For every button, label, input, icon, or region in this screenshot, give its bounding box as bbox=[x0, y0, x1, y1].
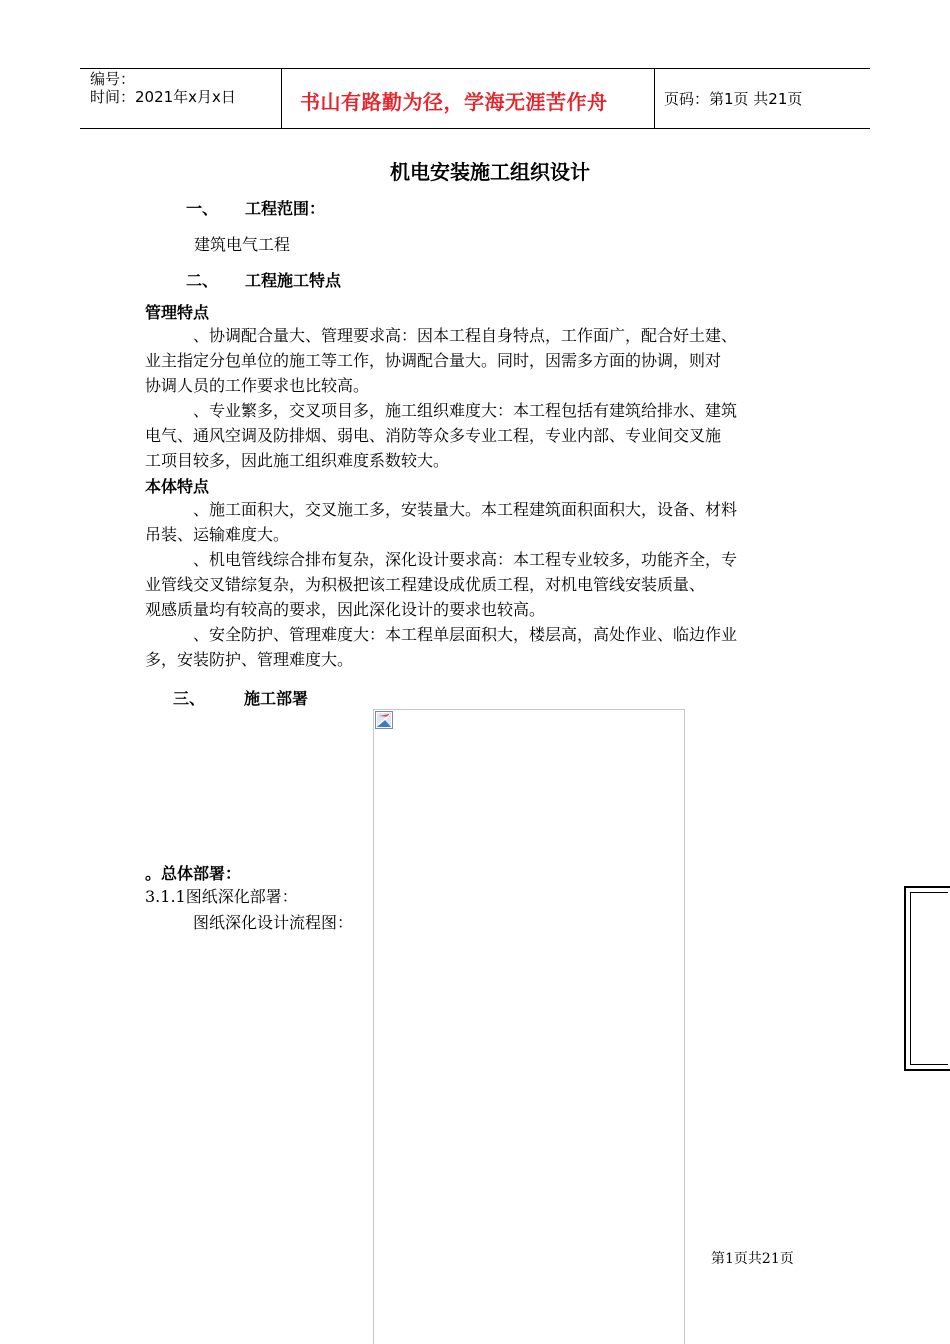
management-line-6: 工项目较多，因此施工组织难度系数较大。 bbox=[145, 451, 450, 470]
management-line-3: 协调人员的工作要求也比较高。 bbox=[145, 376, 370, 395]
body-features-heading: 本体特点 bbox=[145, 477, 210, 496]
broken-image-icon bbox=[375, 711, 393, 729]
flowchart-image-placeholder bbox=[373, 709, 685, 1344]
header-bottom-rule bbox=[80, 128, 870, 129]
body-line-7: 多，安装防护、管理难度大。 bbox=[145, 650, 354, 669]
management-line-4: 、专业繁多，交叉项目多，施工组织难度大：本工程包括有建筑给排水、建筑 bbox=[193, 401, 738, 420]
header-top-rule bbox=[80, 68, 870, 69]
management-heading: 管理特点 bbox=[145, 303, 210, 322]
section2-heading: 工程施工特点 bbox=[245, 271, 342, 290]
management-line-5: 电气、通风空调及防排烟、弱电、消防等众多专业工程，专业内部、专业间交叉施 bbox=[145, 426, 722, 445]
section1-content: 建筑电气工程 bbox=[194, 235, 291, 254]
body-line-5: 观感质量均有较高的要求，因此深化设计的要求也较高。 bbox=[145, 600, 546, 619]
subsection-3-1-1: 3.1.1图纸深化部署： bbox=[145, 887, 298, 906]
body-line-2: 吊装、运输难度大。 bbox=[145, 525, 290, 544]
body-line-6: 、安全防护、管理难度大：本工程单层面积大，楼层高，高处作业、临边作业 bbox=[193, 625, 738, 644]
overall-deployment-heading: 。总体部署： bbox=[145, 864, 242, 883]
section3-number: 三、 bbox=[173, 689, 206, 708]
flowchart-caption: 图纸深化设计流程图： bbox=[193, 913, 354, 932]
body-line-3: 、机电管线综合排布复杂，深化设计要求高：本工程专业较多，功能齐全，专 bbox=[193, 550, 738, 569]
section3-heading: 施工部署 bbox=[244, 689, 309, 708]
section1-heading: 工程范围： bbox=[245, 199, 326, 218]
management-line-2: 业主指定分包单位的施工等工作，协调配合量大。同时，因需多方面的协调，则对 bbox=[145, 351, 722, 370]
header-divider-left bbox=[281, 68, 282, 129]
section1-number: 一、 bbox=[186, 199, 219, 218]
document-title: 机电安装施工组织设计 bbox=[390, 160, 590, 184]
section2-number: 二、 bbox=[186, 271, 219, 290]
header-motto: 书山有路勤为径，学海无涯苦作舟 bbox=[300, 90, 608, 114]
side-margin-box bbox=[904, 886, 950, 1071]
side-margin-inner-box bbox=[910, 892, 948, 1065]
header-page-label: 页码：第1页 共21页 bbox=[664, 90, 803, 108]
management-line-1: 、协调配合量大、管理要求高：因本工程自身特点，工作面广，配合好土建、 bbox=[193, 326, 738, 345]
footer-page-number: 第1页共21页 bbox=[711, 1251, 794, 1267]
body-line-1: 、施工面积大，交叉施工多，安装量大。本工程建筑面积面积大，设备、材料 bbox=[193, 500, 738, 519]
header-divider-right bbox=[654, 68, 655, 129]
body-line-4: 业管线交叉错综复杂，为积极把该工程建设成优质工程，对机电管线安装质量、 bbox=[145, 575, 706, 594]
header-time-label: 时间：2021年x月x日 bbox=[90, 88, 236, 106]
header-number-label: 编号： bbox=[90, 70, 136, 88]
